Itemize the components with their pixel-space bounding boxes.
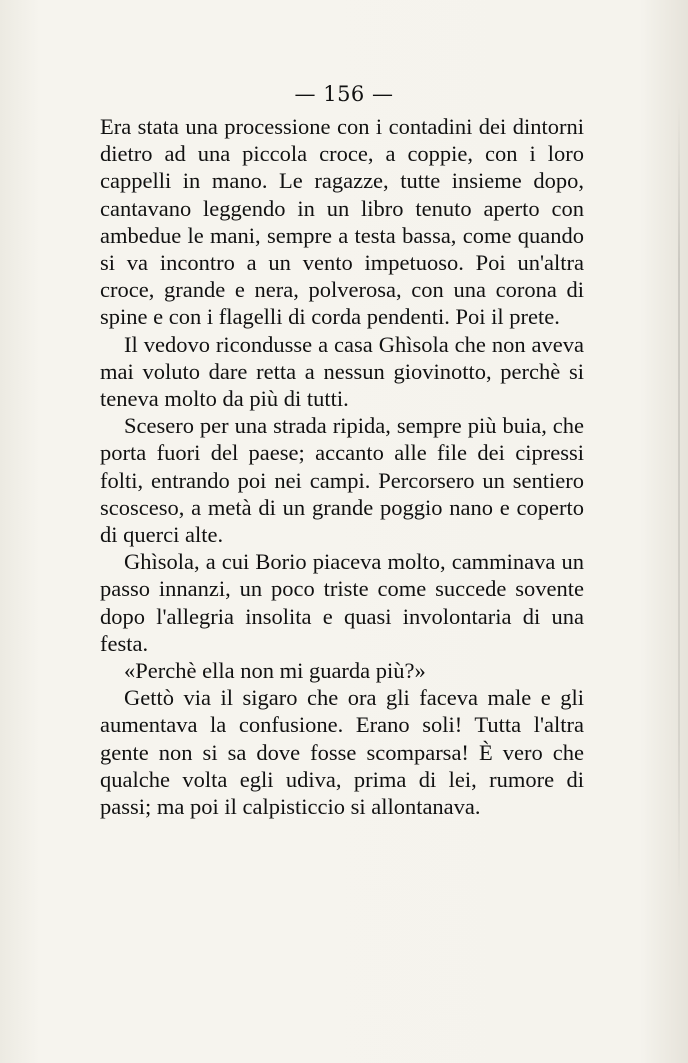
paragraph-4: Ghìsola, a cui Borio piaceva molto, camminava un passo innanzi, un poco triste come succede sovente dopo l'allegria insolita e quasi involontaria di una festa. [100, 549, 584, 656]
paragraph-2: Il vedovo ricondusse a casa Ghìsola che non aveva mai voluto dare retta a nessun giovinotto, perchè si teneva molto da più di tutti. [100, 331, 584, 412]
page-number: — 156 — [294, 82, 394, 106]
paragraph-5-quote: «Perchè ella non mi guarda più?» [124, 658, 426, 684]
paragraph-3: Scesero per una strada ripida, sempre più buia, che porta fuori del paese; accanto alle file dei cipressi folti, entrando poi nei campi. Percorsero un sentiero scosceso, a metà di un grande poggio nano e coperto di querci alte. [100, 413, 584, 548]
paragraph-1: Era stata una processione con i contadini dei dintorni dietro ad una piccola croce, a coppie, con i loro cappelli in mano. Le ragazze, tutte insieme dopo, cantavano leggendo in un libro tenuto aperto con ambedue le mani, sempre a testa bassa, come quando si va incontro a un vento impetuoso. Poi un'altra croce, grande e nera, polverosa, con una corona di spine e con i flagelli di corda pendenti. Poi il prete. [100, 114, 584, 330]
body-text [100, 113, 584, 820]
page-edge-shadow [678, 100, 680, 900]
paragraph-6: Gettò via il sigaro che ora gli faceva male e gli aumentava la confusione. Erano soli! Tutta l'altra gente non si sa dove fosse scomparsa! È vero che qualche volta egli udiva, prima di lei, rumore di passi; ma poi il calpisticcio si allontanava. [100, 685, 584, 820]
